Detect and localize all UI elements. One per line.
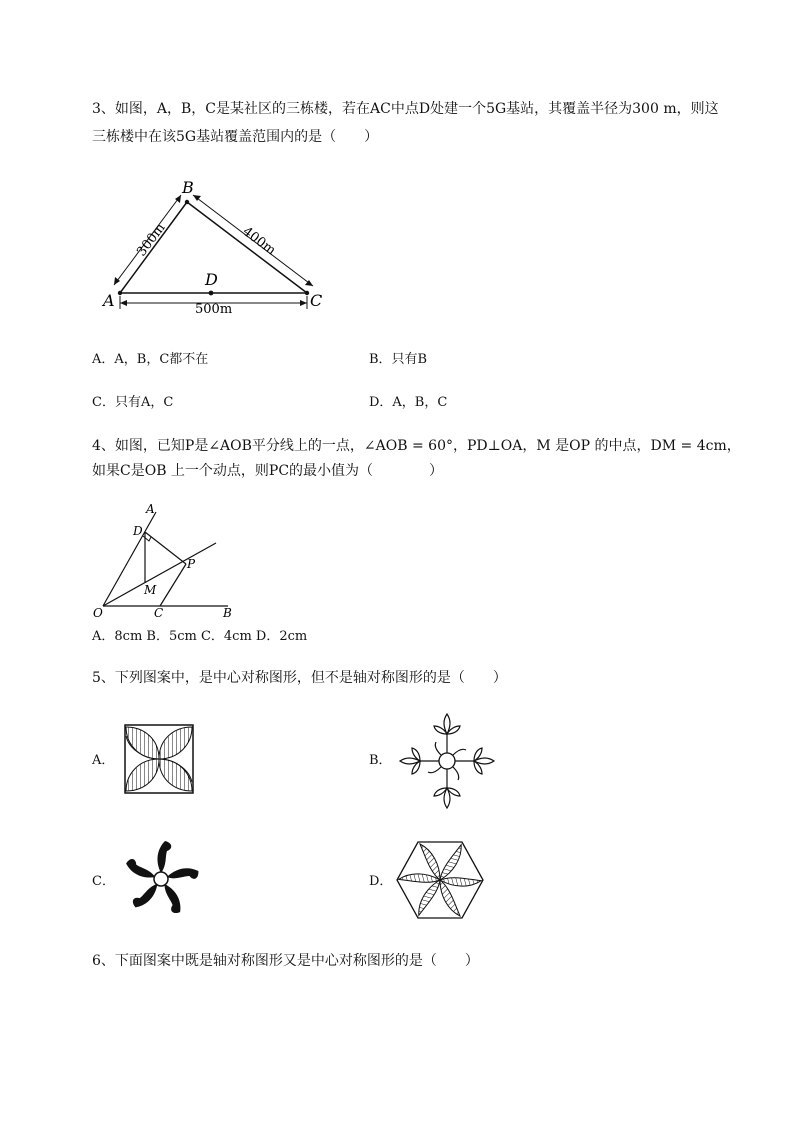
q3-label-d: D: [205, 270, 218, 289]
q3-length-bc: 400m: [239, 224, 279, 259]
q4-label-a: A: [146, 502, 155, 516]
q5-option-c-figure[interactable]: [118, 836, 204, 922]
q5-option-b-figure[interactable]: [398, 712, 496, 810]
q4-stem-line1: 4、如图，已知P是∠AOB平分线上的一点，∠AOB = 60°，PD⊥OA，M 是OP 的中点，DM = 4cm，: [92, 438, 741, 454]
q4-label-d: D: [133, 524, 143, 538]
q5-option-a-label[interactable]: A．: [92, 753, 115, 768]
q3-length-ac: 500m: [195, 302, 233, 317]
q4-label-b: B: [223, 606, 232, 620]
q3-label-b: B: [182, 178, 194, 197]
q3-option-a[interactable]: A．A，B，C都不在: [92, 352, 209, 367]
q3-triangle-figure: [95, 175, 340, 325]
q4-angle-figure: [88, 498, 248, 623]
q5-option-d-label[interactable]: D．: [369, 874, 393, 889]
q4-stem-line2: 如果C是OB 上一个动点，则PC的最小值为（ ）: [92, 463, 444, 479]
q4-options[interactable]: A．8cm B．5cm C．4cm D．2cm: [92, 629, 308, 644]
q3-label-a: A: [103, 291, 115, 310]
q4-label-m: M: [144, 583, 157, 597]
q3-stem-line2: 三栋楼中在该5G基站覆盖范围内的是（ ）: [92, 129, 379, 145]
q5-option-c-label[interactable]: C．: [92, 874, 115, 889]
q3-label-c: C: [310, 291, 323, 310]
q5-option-b-label[interactable]: B．: [369, 753, 392, 768]
q3-option-d[interactable]: D．A，B，C: [369, 395, 448, 410]
q3-length-ab: 300m: [134, 220, 169, 260]
q4-label-p: P: [187, 557, 196, 571]
q4-label-c: C: [154, 606, 164, 620]
q6-stem-line1: 6、下面图案中既是轴对称图形又是中心对称图形的是（ ）: [92, 953, 479, 969]
q5-option-d-figure[interactable]: [396, 840, 484, 920]
q3-stem-line1: 3、如图，A，B，C是某社区的三栋楼，若在AC中点D处建一个5G基站，其覆盖半径为300 m，则这: [92, 101, 719, 117]
q4-label-o: O: [93, 606, 103, 620]
q5-option-a-figure[interactable]: [124, 724, 194, 794]
q3-option-b[interactable]: B．只有B: [369, 352, 428, 367]
q3-option-c[interactable]: C．只有A，C: [92, 395, 174, 410]
q5-stem-line1: 5、下列图案中，是中心对称图形，但不是轴对称图形的是（ ）: [92, 670, 507, 686]
